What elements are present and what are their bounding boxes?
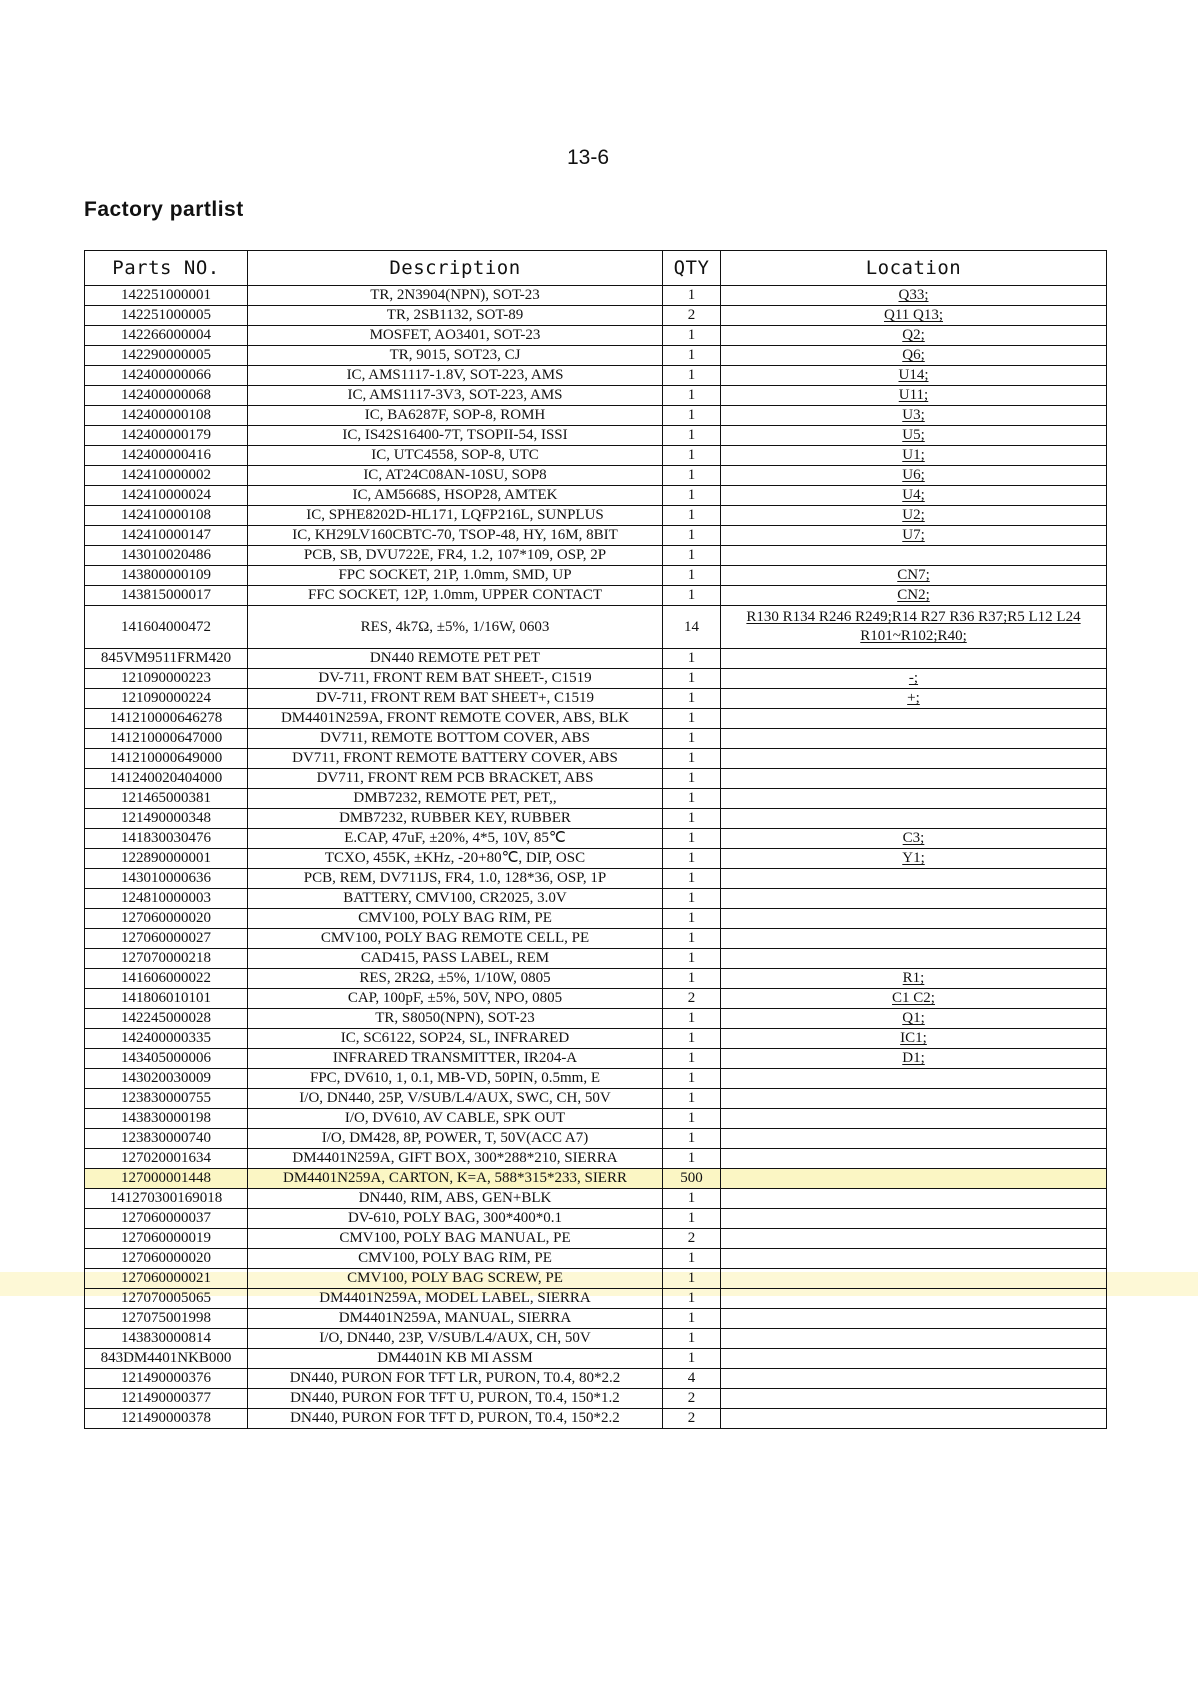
qty-cell: 1: [663, 769, 721, 789]
location-cell: [721, 1089, 1107, 1109]
qty-cell: 1: [663, 1129, 721, 1149]
table-header-row: [85, 251, 1107, 286]
part-number-cell: 142410000024: [85, 486, 248, 506]
table-row: [85, 649, 1107, 669]
part-number-cell: 124810000003: [85, 889, 248, 909]
description-cell: IC, BA6287F, SOP-8, ROMH: [248, 406, 663, 426]
description-cell: DM4401N259A, MODEL LABEL, SIERRA: [248, 1289, 663, 1309]
location-cell: [721, 546, 1107, 566]
table-row: [85, 486, 1107, 506]
location-cell: [721, 1129, 1107, 1149]
description-cell: IC, AT24C08AN-10SU, SOP8: [248, 466, 663, 486]
qty-cell: 1: [663, 566, 721, 586]
location-cell: [721, 949, 1107, 969]
location-cell: [721, 1149, 1107, 1169]
qty-cell: 1: [663, 1269, 721, 1289]
part-number-cell: 142400000335: [85, 1029, 248, 1049]
qty-cell: 2: [663, 1409, 721, 1429]
table-row: [85, 949, 1107, 969]
table-row: [85, 286, 1107, 306]
qty-cell: 1: [663, 869, 721, 889]
description-cell: CMV100, POLY BAG MANUAL, PE: [248, 1229, 663, 1249]
part-number-cell: 142410000002: [85, 466, 248, 486]
description-cell: CMV100, POLY BAG REMOTE CELL, PE: [248, 929, 663, 949]
description-cell: IC, SC6122, SOP24, SL, INFRARED: [248, 1029, 663, 1049]
description-cell: BATTERY, CMV100, CR2025, 3.0V: [248, 889, 663, 909]
location-cell: U3;: [721, 406, 1107, 426]
table-row: [85, 1029, 1107, 1049]
description-cell: INFRARED TRANSMITTER, IR204-A: [248, 1049, 663, 1069]
qty-cell: 1: [663, 286, 721, 306]
part-number-cell: 843DM4401NKB000: [85, 1349, 248, 1369]
location-cell: [721, 1329, 1107, 1349]
description-cell: IC, AM5668S, HSOP28, AMTEK: [248, 486, 663, 506]
location-cell: [721, 649, 1107, 669]
table-row: [85, 909, 1107, 929]
table-row: [85, 889, 1107, 909]
description-cell: CAD415, PASS LABEL, REM: [248, 949, 663, 969]
table-row: [85, 506, 1107, 526]
description-cell: IC, AMS1117-3V3, SOT-223, AMS: [248, 386, 663, 406]
location-cell: R130 R134 R246 R249;R14 R27 R36 R37;R5 L12 L24 R101~R102;R40;: [721, 606, 1107, 649]
part-number-cell: 141270300169018: [85, 1189, 248, 1209]
column-header-description: Description: [248, 251, 663, 286]
description-cell: DM4401N259A, GIFT BOX, 300*288*210, SIERRA: [248, 1149, 663, 1169]
page-title: Factory partlist: [84, 198, 244, 221]
description-cell: IC, AMS1117-1.8V, SOT-223, AMS: [248, 366, 663, 386]
qty-cell: 1: [663, 1069, 721, 1089]
table-row: [85, 1369, 1107, 1389]
location-cell: [721, 1249, 1107, 1269]
table-row: [85, 546, 1107, 566]
location-cell: Y1;: [721, 849, 1107, 869]
description-cell: TCXO, 455K, ±KHz, -20+80℃, DIP, OSC: [248, 849, 663, 869]
location-cell: [721, 1209, 1107, 1229]
location-cell: [721, 709, 1107, 729]
qty-cell: 1: [663, 689, 721, 709]
table-row: [85, 689, 1107, 709]
location-cell: U14;: [721, 366, 1107, 386]
part-number-cell: 142245000028: [85, 1009, 248, 1029]
qty-cell: 500: [663, 1169, 721, 1189]
description-cell: IC, IS42S16400-7T, TSOPII-54, ISSI: [248, 426, 663, 446]
part-number-cell: 143405000006: [85, 1049, 248, 1069]
qty-cell: 1: [663, 909, 721, 929]
description-cell: TR, 2SB1132, SOT-89: [248, 306, 663, 326]
column-header-parts-no: Parts NO.: [85, 251, 248, 286]
description-cell: DM4401N259A, FRONT REMOTE COVER, ABS, BLK: [248, 709, 663, 729]
qty-cell: 2: [663, 306, 721, 326]
table-row: [85, 1329, 1107, 1349]
qty-cell: 4: [663, 1369, 721, 1389]
location-cell: C3;: [721, 829, 1107, 849]
description-cell: DV-711, FRONT REM BAT SHEET+, C1519: [248, 689, 663, 709]
qty-cell: 1: [663, 729, 721, 749]
location-cell: Q1;: [721, 1009, 1107, 1029]
location-cell: D1;: [721, 1049, 1107, 1069]
table-row: [85, 1389, 1107, 1409]
qty-cell: 1: [663, 366, 721, 386]
location-cell: U11;: [721, 386, 1107, 406]
table-row: [85, 306, 1107, 326]
location-cell: [721, 889, 1107, 909]
part-number-cell: 127060000020: [85, 909, 248, 929]
table-row: [85, 1189, 1107, 1209]
location-cell: [721, 749, 1107, 769]
qty-cell: 1: [663, 466, 721, 486]
part-number-cell: 123830000755: [85, 1089, 248, 1109]
description-cell: FPC, DV610, 1, 0.1, MB-VD, 50PIN, 0.5mm, E: [248, 1069, 663, 1089]
description-cell: E.CAP, 47uF, ±20%, 4*5, 10V, 85℃: [248, 829, 663, 849]
qty-cell: 1: [663, 749, 721, 769]
description-cell: I/O, DM428, 8P, POWER, T, 50V(ACC A7): [248, 1129, 663, 1149]
part-number-cell: 121490000377: [85, 1389, 248, 1409]
table-row: [85, 386, 1107, 406]
table-row: [85, 346, 1107, 366]
table-row: [85, 326, 1107, 346]
part-number-cell: 127075001998: [85, 1309, 248, 1329]
qty-cell: 1: [663, 969, 721, 989]
part-number-cell: 142410000147: [85, 526, 248, 546]
location-cell: Q2;: [721, 326, 1107, 346]
location-cell: U7;: [721, 526, 1107, 546]
location-cell: [721, 1289, 1107, 1309]
part-number-cell: 142251000001: [85, 286, 248, 306]
qty-cell: 1: [663, 1289, 721, 1309]
qty-cell: 1: [663, 1029, 721, 1049]
part-number-cell: 127020001634: [85, 1149, 248, 1169]
description-cell: CMV100, POLY BAG RIM, PE: [248, 1249, 663, 1269]
table-row: [85, 526, 1107, 546]
qty-cell: 1: [663, 386, 721, 406]
part-number-cell: 143830000814: [85, 1329, 248, 1349]
part-number-cell: 127060000020: [85, 1249, 248, 1269]
qty-cell: 1: [663, 1249, 721, 1269]
table-row: [85, 749, 1107, 769]
table-row: [85, 809, 1107, 829]
part-number-cell: 142266000004: [85, 326, 248, 346]
location-cell: C1 C2;: [721, 989, 1107, 1009]
description-cell: DMB7232, RUBBER KEY, RUBBER: [248, 809, 663, 829]
qty-cell: 1: [663, 809, 721, 829]
part-number-cell: 143010020486: [85, 546, 248, 566]
description-cell: DN440, PURON FOR TFT D, PURON, T0.4, 150*2.2: [248, 1409, 663, 1429]
table-row: [85, 426, 1107, 446]
table-row: [85, 366, 1107, 386]
description-cell: DV-711, FRONT REM BAT SHEET-, C1519: [248, 669, 663, 689]
qty-cell: 1: [663, 849, 721, 869]
location-cell: Q11 Q13;: [721, 306, 1107, 326]
location-cell: Q33;: [721, 286, 1107, 306]
location-cell: [721, 1409, 1107, 1429]
table-row: [85, 729, 1107, 749]
table-row: [85, 1289, 1107, 1309]
qty-cell: 1: [663, 649, 721, 669]
qty-cell: 2: [663, 1389, 721, 1409]
description-cell: IC, SPHE8202D-HL171, LQFP216L, SUNPLUS: [248, 506, 663, 526]
qty-cell: 1: [663, 889, 721, 909]
part-number-cell: 127060000027: [85, 929, 248, 949]
table-row: [85, 1269, 1107, 1289]
description-cell: I/O, DV610, AV CABLE, SPK OUT: [248, 1109, 663, 1129]
description-cell: DV711, FRONT REMOTE BATTERY COVER, ABS: [248, 749, 663, 769]
location-cell: [721, 1069, 1107, 1089]
part-number-cell: 142400000179: [85, 426, 248, 446]
location-cell: U1;: [721, 446, 1107, 466]
location-cell: [721, 1309, 1107, 1329]
description-cell: RES, 2R2Ω, ±5%, 1/10W, 0805: [248, 969, 663, 989]
table-row: [85, 1109, 1107, 1129]
part-number-cell: 121090000223: [85, 669, 248, 689]
description-cell: MOSFET, AO3401, SOT-23: [248, 326, 663, 346]
description-cell: I/O, DN440, 23P, V/SUB/L4/AUX, CH, 50V: [248, 1329, 663, 1349]
table-row: [85, 1409, 1107, 1429]
table-row: [85, 1009, 1107, 1029]
part-number-cell: 141210000646278: [85, 709, 248, 729]
qty-cell: 1: [663, 929, 721, 949]
location-cell: [721, 909, 1107, 929]
location-cell: U6;: [721, 466, 1107, 486]
column-header-qty: QTY: [663, 251, 721, 286]
qty-cell: 1: [663, 1149, 721, 1169]
part-number-cell: 143800000109: [85, 566, 248, 586]
table-row: [85, 1149, 1107, 1169]
table-row: [85, 466, 1107, 486]
part-number-cell: 122890000001: [85, 849, 248, 869]
location-cell: [721, 1229, 1107, 1249]
part-number-cell: 141606000022: [85, 969, 248, 989]
location-cell: U4;: [721, 486, 1107, 506]
qty-cell: 1: [663, 1009, 721, 1029]
description-cell: FFC SOCKET, 12P, 1.0mm, UPPER CONTACT: [248, 586, 663, 606]
qty-cell: 2: [663, 1229, 721, 1249]
description-cell: IC, KH29LV160CBTC-70, TSOP-48, HY, 16M, 8BIT: [248, 526, 663, 546]
qty-cell: 1: [663, 1309, 721, 1329]
table-row: [85, 1089, 1107, 1109]
qty-cell: 1: [663, 546, 721, 566]
location-cell: [721, 1189, 1107, 1209]
description-cell: DM4401N KB MI ASSM: [248, 1349, 663, 1369]
table-row: [85, 406, 1107, 426]
part-number-cell: 121490000378: [85, 1409, 248, 1429]
location-cell: [721, 1349, 1107, 1369]
part-number-cell: 127060000037: [85, 1209, 248, 1229]
description-cell: RES, 4k7Ω, ±5%, 1/16W, 0603: [248, 606, 663, 649]
location-cell: [721, 1389, 1107, 1409]
location-cell: Q6;: [721, 346, 1107, 366]
description-cell: FPC SOCKET, 21P, 1.0mm, SMD, UP: [248, 566, 663, 586]
part-number-cell: 141604000472: [85, 606, 248, 649]
qty-cell: 1: [663, 1349, 721, 1369]
qty-cell: 1: [663, 1089, 721, 1109]
qty-cell: 1: [663, 506, 721, 526]
qty-cell: 1: [663, 829, 721, 849]
part-number-cell: 141240020404000: [85, 769, 248, 789]
qty-cell: 1: [663, 446, 721, 466]
part-number-cell: 143815000017: [85, 586, 248, 606]
part-number-cell: 127000001448: [85, 1169, 248, 1189]
description-cell: PCB, REM, DV711JS, FR4, 1.0, 128*36, OSP, 1P: [248, 869, 663, 889]
parts-table: [84, 250, 1107, 1429]
location-cell: +;: [721, 689, 1107, 709]
table-row: [85, 669, 1107, 689]
table-row: [85, 1349, 1107, 1369]
part-number-cell: 121090000224: [85, 689, 248, 709]
table-row: [85, 1229, 1107, 1249]
qty-cell: 1: [663, 709, 721, 729]
part-number-cell: 142400000416: [85, 446, 248, 466]
qty-cell: 1: [663, 669, 721, 689]
location-cell: [721, 869, 1107, 889]
location-cell: [721, 1109, 1107, 1129]
part-number-cell: 142410000108: [85, 506, 248, 526]
qty-cell: 1: [663, 1189, 721, 1209]
part-number-cell: 143010000636: [85, 869, 248, 889]
table-row: [85, 929, 1107, 949]
table-row: [85, 1309, 1107, 1329]
description-cell: CMV100, POLY BAG SCREW, PE: [248, 1269, 663, 1289]
description-cell: DV711, FRONT REM PCB BRACKET, ABS: [248, 769, 663, 789]
location-cell: [721, 929, 1107, 949]
location-cell: U2;: [721, 506, 1107, 526]
qty-cell: 1: [663, 326, 721, 346]
table-row: [85, 989, 1107, 1009]
location-cell: CN7;: [721, 566, 1107, 586]
table-row: [85, 606, 1107, 649]
description-cell: DM4401N259A, CARTON, K=A, 588*315*233, SIERR: [248, 1169, 663, 1189]
qty-cell: 1: [663, 586, 721, 606]
part-number-cell: 121490000348: [85, 809, 248, 829]
description-cell: DM4401N259A, MANUAL, SIERRA: [248, 1309, 663, 1329]
part-number-cell: 127060000019: [85, 1229, 248, 1249]
qty-cell: 2: [663, 989, 721, 1009]
description-cell: DV711, REMOTE BOTTOM COVER, ABS: [248, 729, 663, 749]
qty-cell: 1: [663, 1329, 721, 1349]
qty-cell: 1: [663, 1109, 721, 1129]
qty-cell: 14: [663, 606, 721, 649]
location-cell: R1;: [721, 969, 1107, 989]
location-cell: [721, 1269, 1107, 1289]
table-row: [85, 1129, 1107, 1149]
location-cell: -;: [721, 669, 1107, 689]
part-number-cell: 143830000198: [85, 1109, 248, 1129]
qty-cell: 1: [663, 406, 721, 426]
table-row: [85, 1209, 1107, 1229]
part-number-cell: 141806010101: [85, 989, 248, 1009]
column-header-location: Location: [721, 251, 1107, 286]
table-row: [85, 1249, 1107, 1269]
part-number-cell: 127060000021: [85, 1269, 248, 1289]
parts-table-body: [85, 286, 1107, 1429]
description-cell: DN440 REMOTE PET PET: [248, 649, 663, 669]
qty-cell: 1: [663, 1049, 721, 1069]
description-cell: TR, 2N3904(NPN), SOT-23: [248, 286, 663, 306]
location-cell: [721, 1169, 1107, 1189]
part-number-cell: 142400000066: [85, 366, 248, 386]
part-number-cell: 123830000740: [85, 1129, 248, 1149]
description-cell: DN440, PURON FOR TFT LR, PURON, T0.4, 80*2.2: [248, 1369, 663, 1389]
location-cell: [721, 729, 1107, 749]
qty-cell: 1: [663, 526, 721, 546]
table-row: [85, 849, 1107, 869]
description-cell: IC, UTC4558, SOP-8, UTC: [248, 446, 663, 466]
description-cell: I/O, DN440, 25P, V/SUB/L4/AUX, SWC, CH, 50V: [248, 1089, 663, 1109]
qty-cell: 1: [663, 346, 721, 366]
qty-cell: 1: [663, 789, 721, 809]
description-cell: PCB, SB, DVU722E, FR4, 1.2, 107*109, OSP, 2P: [248, 546, 663, 566]
description-cell: TR, S8050(NPN), SOT-23: [248, 1009, 663, 1029]
part-number-cell: 142251000005: [85, 306, 248, 326]
table-row: [85, 829, 1107, 849]
description-cell: TR, 9015, SOT23, CJ: [248, 346, 663, 366]
table-row: [85, 789, 1107, 809]
part-number-cell: 141830030476: [85, 829, 248, 849]
qty-cell: 1: [663, 949, 721, 969]
part-number-cell: 141210000647000: [85, 729, 248, 749]
table-row: [85, 709, 1107, 729]
table-row: [85, 1169, 1107, 1189]
location-cell: [721, 1369, 1107, 1389]
table-row: [85, 446, 1107, 466]
qty-cell: 1: [663, 426, 721, 446]
part-number-cell: 845VM9511FRM420: [85, 649, 248, 669]
location-cell: [721, 809, 1107, 829]
location-cell: U5;: [721, 426, 1107, 446]
location-cell: IC1;: [721, 1029, 1107, 1049]
description-cell: DV-610, POLY BAG, 300*400*0.1: [248, 1209, 663, 1229]
description-cell: CMV100, POLY BAG RIM, PE: [248, 909, 663, 929]
qty-cell: 1: [663, 486, 721, 506]
part-number-cell: 143020030009: [85, 1069, 248, 1089]
table-row: [85, 1049, 1107, 1069]
part-number-cell: 127070005065: [85, 1289, 248, 1309]
part-number-cell: 121490000376: [85, 1369, 248, 1389]
table-row: [85, 566, 1107, 586]
table-row: [85, 869, 1107, 889]
description-cell: CAP, 100pF, ±5%, 50V, NPO, 0805: [248, 989, 663, 1009]
qty-cell: 1: [663, 1209, 721, 1229]
location-cell: [721, 789, 1107, 809]
table-row: [85, 969, 1107, 989]
location-cell: [721, 769, 1107, 789]
table-row: [85, 769, 1107, 789]
part-number-cell: 141210000649000: [85, 749, 248, 769]
table-row: [85, 586, 1107, 606]
part-number-cell: 142400000108: [85, 406, 248, 426]
description-cell: DN440, PURON FOR TFT U, PURON, T0.4, 150*1.2: [248, 1389, 663, 1409]
page-number: 13-6: [566, 146, 610, 169]
table-row: [85, 1069, 1107, 1089]
part-number-cell: 142290000005: [85, 346, 248, 366]
part-number-cell: 127070000218: [85, 949, 248, 969]
description-cell: DMB7232, REMOTE PET, PET,,: [248, 789, 663, 809]
part-number-cell: 142400000068: [85, 386, 248, 406]
description-cell: DN440, RIM, ABS, GEN+BLK: [248, 1189, 663, 1209]
part-number-cell: 121465000381: [85, 789, 248, 809]
location-cell: CN2;: [721, 586, 1107, 606]
